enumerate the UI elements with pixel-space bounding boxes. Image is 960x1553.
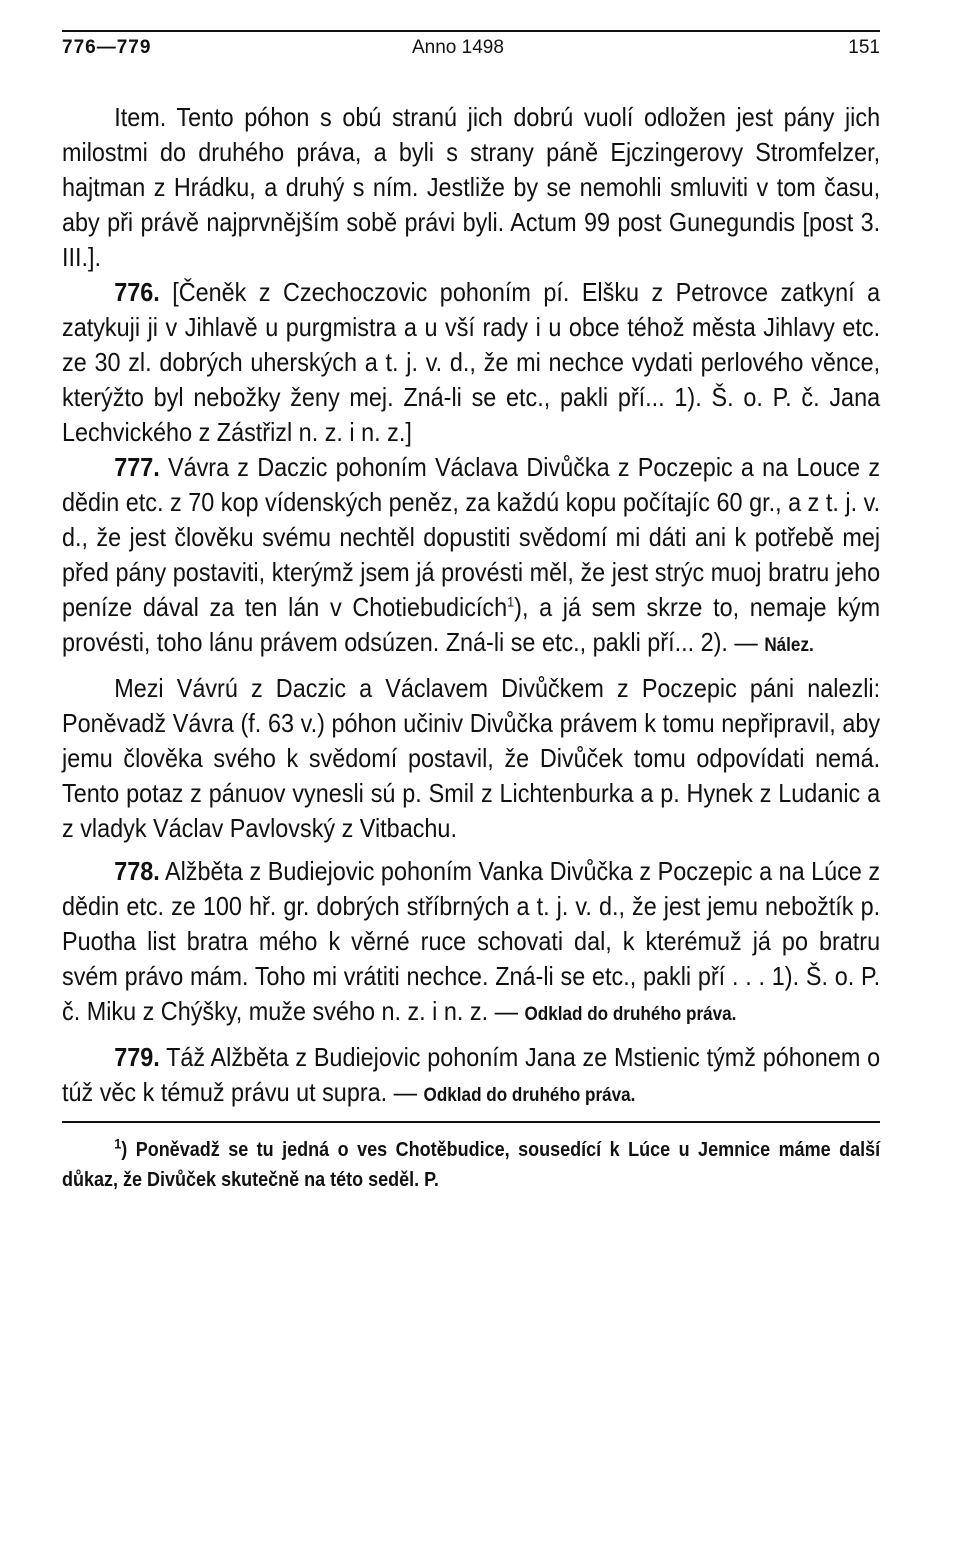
page-number: 151 — [848, 37, 880, 58]
entry-779 — [62, 1040, 880, 1113]
verdict-paragraph: Mezi Vávrú z Daczic a Václavem Divůčkem z Poczepic páni nalezli: Poněvadž Vávra (f. 63 v.) póhon učiniv Divůčka právem k tomu nepřipravil, aby jemu člověka svého k svědomí postavil, že Divůček tomu odpovídati nemá. Tento potaz z pánuov vynesli sú p. Smil z Lichtenburka a p. Hynek z Ludanic a z vladyk Václav Pavlovský z Vitbachu. — [62, 673, 881, 843]
entry-number: 778. — [114, 856, 160, 886]
footnote-marker: 1 — [114, 1135, 122, 1152]
entry-778 — [62, 854, 880, 1032]
entry-range: 776—779 — [62, 37, 152, 58]
entry-text: Alžběta z Budiejovic pohoním Vanka Divůčka z Poczepic a na Lúce z dědin etc. ze 100 hř. gr. dobrých stříbrných a t. j. v. d., že jest jemu nebožtík p. Puotha list bratra mého k věrné ruce schovati dal, k kterémuž já po bratru svém právo mám. Toho mi vrátiti nechce. Zná-li se etc., pakli pří . . . 1). Š. o. P. č. Miku z Chýšky, muže svého n. z. i n. z. — — [62, 856, 881, 1026]
paragraph-item: Item. Tento póhon s obú stranú jich dobrú vuolí odložen jest pány jich milostmi do druhého práva, a byli s strany páně Ejczingerovy Stromfelzer, hajtman z Hrádku, a druhý s ním. Jestliže by se nemohli smluviti v tom času, aby při právě najprvnějším sobě právi byli. Actum 99 post Gunegundis [post 3. III.]. — [62, 102, 881, 272]
footnote — [62, 1135, 880, 1195]
entry-number: 779. — [114, 1042, 160, 1072]
entry-number: 776. — [114, 277, 160, 307]
entry-text: Vávra z Daczic pohoním Václava Divůčka z Poczepic a na Louce z dědin etc. z 70 kop vídenských peněz, za každú kopu počítajíc 60 gr., a z t. j. v. d., že jest člověku svému nechtěl dopustiti svědomí mi dáti ani k potřebě mej před pány postaviti, kterýmž jsem já provésti měl, že jest strýc muoj bratru jeho peníze dával za ten lán v Chotiebudicích — [62, 452, 881, 622]
verdict-label: Nález. — [764, 635, 814, 656]
entry-776 — [62, 275, 880, 450]
postponement-note: Odklad do druhého práva. — [524, 1004, 737, 1025]
entry-777 — [62, 450, 880, 663]
document-page — [62, 30, 880, 1195]
entry-text-cont: ), a já sem skrze to, nemaje kým provésti, toho lánu právem odsúzen. Zná-li se etc., pakli pří... 2). — — [62, 592, 881, 657]
entry-text: [Čeněk z Czechoczovic pohoním pí. Elšku z Petrovce zatkyní a zatykuji ji v Jihlavě u purgmistra a u vší rady i u obce téhož města Jihlavy etc. ze 30 zl. dobrých uherských a t. j. v. d., že mi nechce vydati perlového věnce, kterýžto byl nebožky ženy mej. Zná-li se etc., pakli pří... 1). Š. o. P. č. Jana Lechvického z Zástřizl n. z. i n. z.] — [62, 277, 881, 447]
entry-number: 777. — [114, 452, 160, 482]
header-year: Anno 1498 — [412, 37, 504, 58]
entry-text: Táž Alžběta z Budiejovic pohoním Jana ze Mstienic týmž póhonem o túž věc k témuž právu ut supra. — — [62, 1042, 881, 1107]
postponement-note: Odklad do druhého práva. — [423, 1085, 636, 1106]
running-header — [62, 30, 880, 62]
footnote-text: ) Poněvadž se tu jedná o ves Chotěbudice, sousedící k Lúce u Jemnice máme další důkaz, že Divůček skutečně na této seděl. P. — [62, 1139, 881, 1191]
footnote-ref: 1 — [507, 593, 515, 610]
body-text — [62, 100, 880, 1113]
footnote-rule — [62, 1121, 880, 1123]
